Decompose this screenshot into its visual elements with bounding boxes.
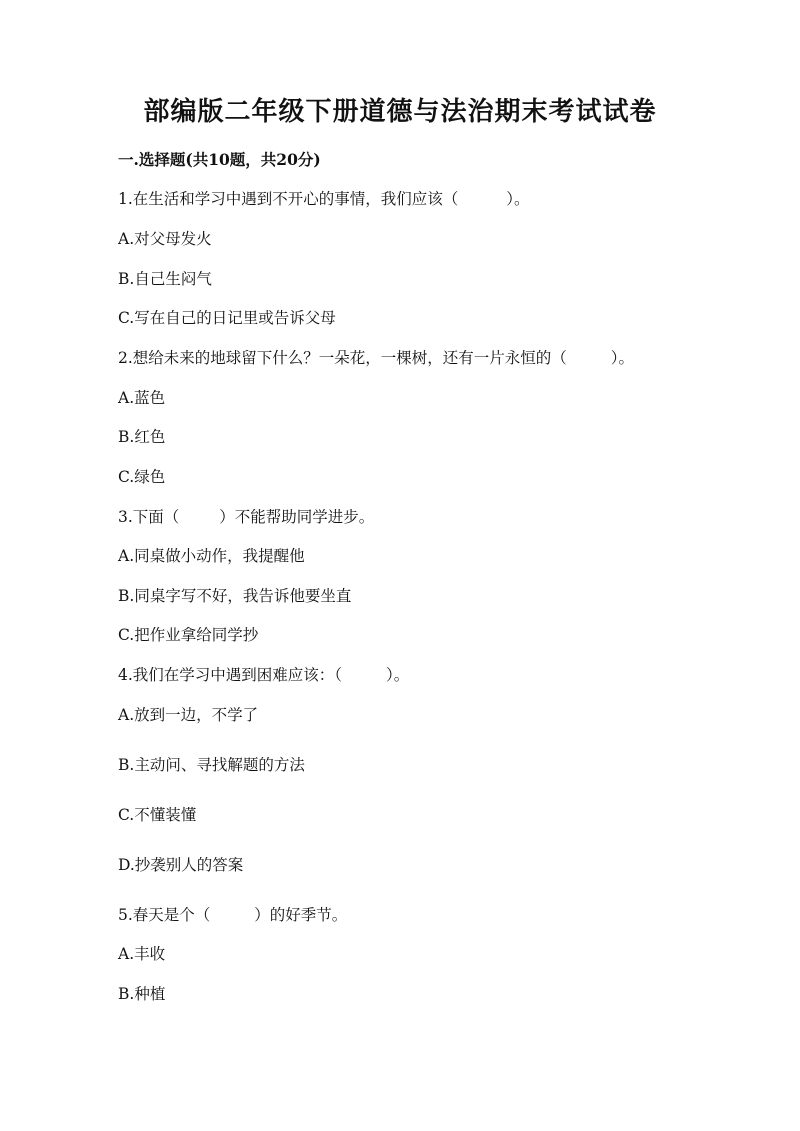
question-4-option-d: D.抄袭别人的答案 [118,856,244,874]
question-5-stem [118,903,347,927]
question-1-option-b: B.自己生闷气 [118,270,212,288]
question-4-stem [118,663,409,687]
question-5-option-b: B.种植 [118,985,166,1003]
question-1-option-a: A.对父母发火 [118,230,212,248]
question-2-option-c: C.绿色 [118,468,166,486]
question-stem-before: 1.在生活和学习中遇到不开心的事情，我们应该（ [118,190,459,208]
question-stem-after: ）的好季节。 [254,906,348,924]
question-2-option-a: A.蓝色 [118,389,166,407]
section-heading: 一.选择题(共10题，共20分) [118,150,321,169]
question-stem-after: ）。 [506,190,530,208]
question-1-stem [118,187,530,211]
question-4-option-b: B.主动问、寻找解题的方法 [118,756,305,774]
question-3-option-a: A.同桌做小动作，我提醒他 [118,547,305,565]
question-2-stem [118,346,634,370]
question-stem-before: 5.春天是个（ [118,906,211,924]
question-3-option-c: C.把作业拿给同学抄 [118,626,259,644]
question-4-option-a: A.放到一边，不学了 [118,706,259,724]
question-stem-before: 4.我们在学习中遇到困难应该：（ [118,666,343,684]
question-stem-before: 3.下面（ [118,508,180,526]
question-3-option-b: B.同桌字写不好，我告诉他要坐直 [118,587,352,605]
question-stem-before: 2.想给未来的地球留下什么？一朵花，一棵树，还有一片永恒的（ [118,349,567,367]
question-stem-after: ）。 [386,666,410,684]
question-3-stem [118,505,374,529]
question-stem-after: ）不能帮助同学进步。 [219,508,375,526]
question-4-option-c: C.不懂装懂 [118,806,197,824]
question-2-option-b: B.红色 [118,428,166,446]
page-title: 部编版二年级下册道德与法治期末考试试卷 [143,97,657,127]
question-1-option-c: C.写在自己的日记里或告诉父母 [118,309,336,327]
question-5-option-a: A.丰收 [118,945,166,963]
question-stem-after: ）。 [610,349,635,367]
